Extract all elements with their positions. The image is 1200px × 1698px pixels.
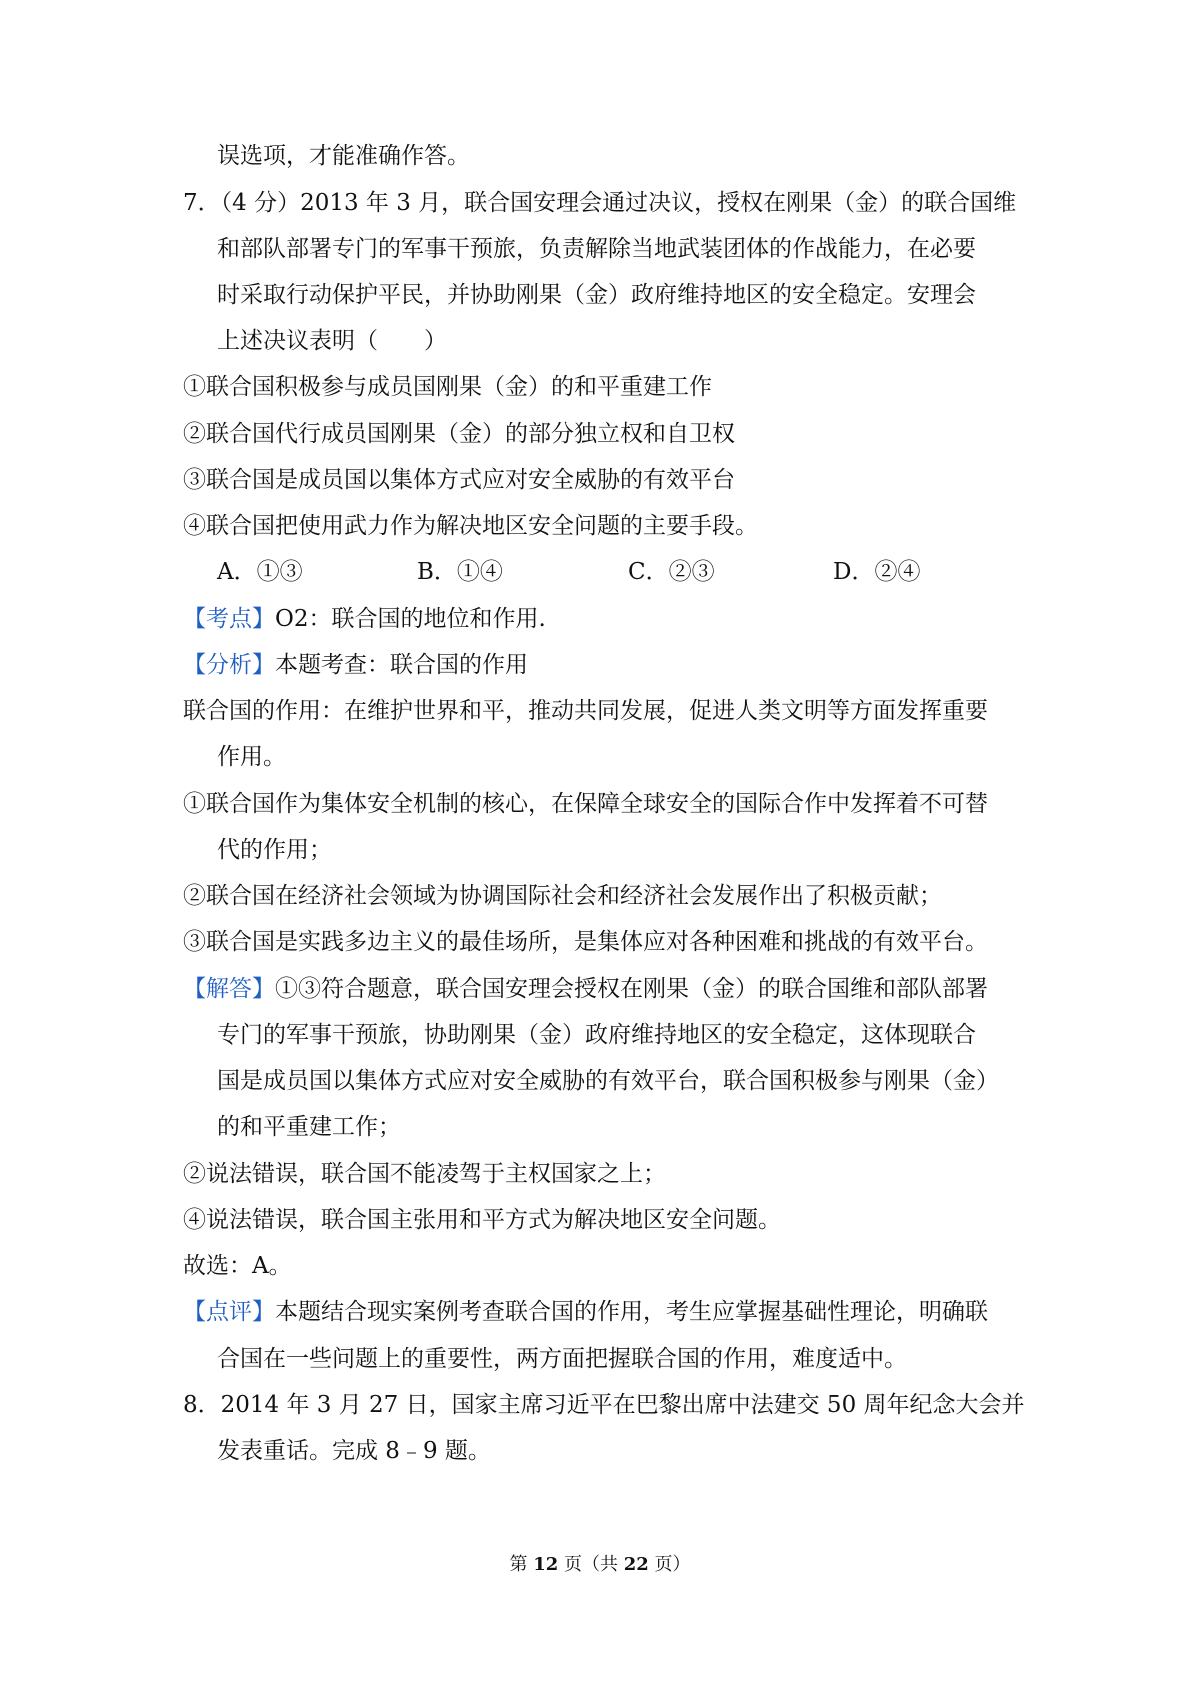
kaodian-tag: 【考点】 (183, 606, 275, 632)
analysis-line: 联合国的作用：在维护世界和平，推动共同发展，促进人类文明等方面发挥重要 (183, 698, 988, 724)
option-d: D．②④ (833, 559, 921, 585)
dianping-tag: 【点评】 (183, 1299, 275, 1325)
analysis-line: ②联合国在经济社会领域为协调国际社会和经济社会发展作出了积极贡献； (183, 883, 942, 909)
jieda-tag: 【解答】 (183, 976, 275, 1002)
kaodian-text: O2：联合国的地位和作用. (275, 606, 546, 632)
analysis-line: 作用。 (217, 744, 286, 770)
footer-total-pages: 22 (623, 1554, 649, 1575)
jieda-section (183, 974, 988, 1004)
statement-4: ④联合国把使用武力作为解决地区安全问题的主要手段。 (183, 513, 758, 539)
fenxi-tag: 【分析】 (183, 652, 275, 678)
statement-1: ①联合国积极参与成员国刚果（金）的和平重建工作 (183, 374, 712, 400)
analysis-line: ①联合国作为集体安全机制的核心，在保障全球安全的国际合作中发挥着不可替 (183, 791, 988, 817)
comment-line: 合国在一些问题上的重要性，两方面把握联合国的作用，难度适中。 (217, 1346, 907, 1372)
question-7-line: 时采取行动保护平民，并协助刚果（金）政府维持地区的安全稳定。安理会 (217, 282, 976, 308)
question-7-line: 和部队部署专门的军事干预旅，负责解除当地武装团体的作战能力，在必要 (217, 236, 976, 262)
question-7-line: 7．（4 分）2013 年 3 月，联合国安理会通过决议，授权在刚果（金）的联合国维 (183, 190, 1017, 216)
answer-line: 的和平重建工作； (217, 1114, 401, 1140)
page-footer (0, 1553, 1200, 1577)
statement-2: ②联合国代行成员国刚果（金）的部分独立权和自卫权 (183, 421, 735, 447)
option-b: B．①④ (417, 559, 503, 585)
fenxi-text: 本题考查：联合国的作用 (275, 652, 528, 678)
footer-suffix: 页） (654, 1554, 691, 1575)
jieda-text: ①③符合题意，联合国安理会授权在刚果（金）的联合国维和部队部署 (275, 976, 988, 1002)
question-8-line: 发表重话。完成 8﹣9 题。 (217, 1438, 491, 1464)
dianping-text: 本题结合现实案例考查联合国的作用，考生应掌握基础性理论，明确联 (275, 1299, 988, 1325)
answer-line: ②说法错误，联合国不能凌驾于主权国家之上； (183, 1161, 666, 1187)
option-a: A．①③ (217, 559, 303, 585)
kaodian-section (183, 604, 546, 634)
statement-3: ③联合国是成员国以集体方式应对安全威胁的有效平台 (183, 467, 735, 493)
question-8-line: 8．2014 年 3 月 27 日，国家主席习近平在巴黎出席中法建交 50 周年纪念大会并 (183, 1392, 1025, 1418)
text-line: 误选项，才能准确作答。 (217, 143, 470, 169)
footer-prefix: 第 (509, 1554, 528, 1575)
fenxi-section (183, 650, 528, 680)
answer-choice: 故选：A。 (183, 1253, 292, 1279)
footer-page-number: 12 (533, 1554, 559, 1575)
analysis-line: ③联合国是实践多边主义的最佳场所，是集体应对各种困难和挑战的有效平台。 (183, 929, 988, 955)
question-7-line: 上述决议表明（ ） (217, 328, 447, 354)
answer-line: 国是成员国以集体方式应对安全威胁的有效平台，联合国积极参与刚果（金） (217, 1068, 999, 1094)
dianping-section (183, 1297, 988, 1327)
footer-middle: 页（共 (564, 1554, 618, 1575)
answer-line: 专门的军事干预旅，协助刚果（金）政府维持地区的安全稳定，这体现联合 (217, 1022, 976, 1048)
analysis-line: 代的作用； (217, 837, 332, 863)
option-c: C．②③ (628, 559, 715, 585)
answer-line: ④说法错误，联合国主张用和平方式为解决地区安全问题。 (183, 1207, 781, 1233)
